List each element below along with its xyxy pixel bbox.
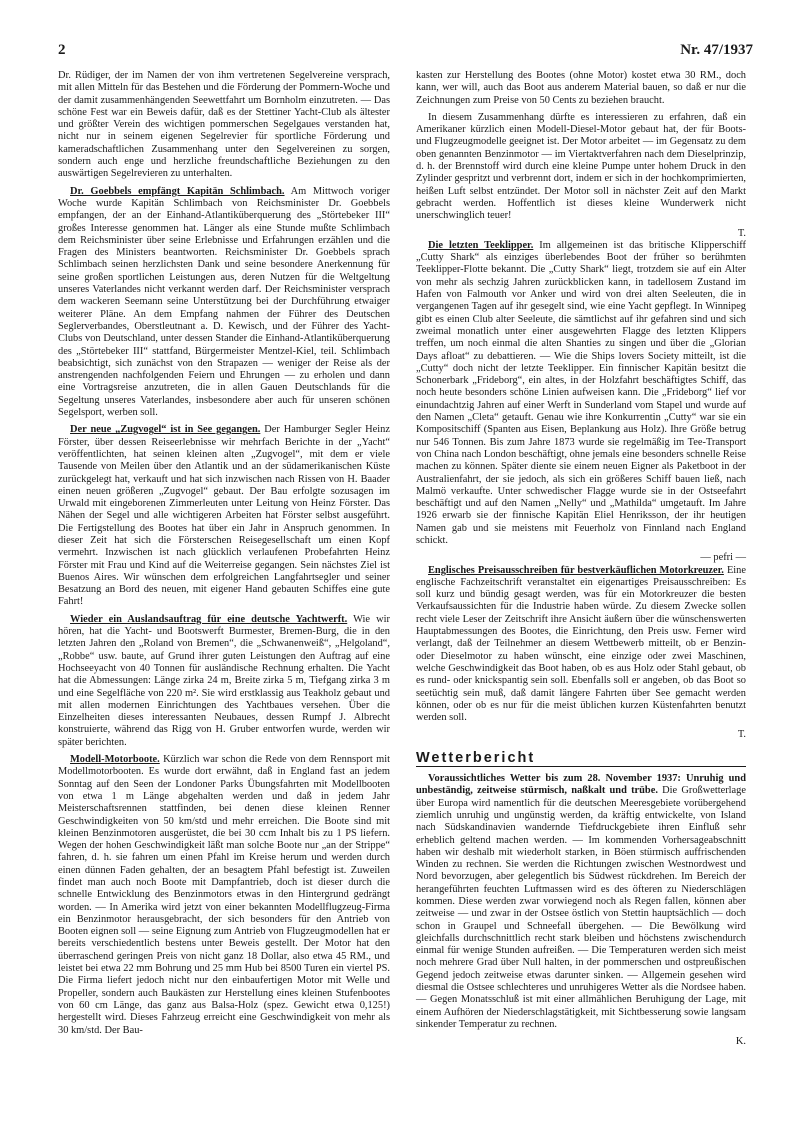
headline-preisausschreiben: Englisches Preisausschreiben für bestverkäuflichen Motorkreuzer.	[428, 564, 724, 576]
article-yachtwerft	[58, 614, 390, 749]
page-number: 2	[58, 42, 66, 58]
left-column	[58, 70, 390, 1042]
signature-preisausschreiben: T.	[737, 729, 746, 741]
headline-zugvogel: Der neue „Zugvogel“ ist in See gegangen.	[70, 424, 261, 436]
right-column	[416, 70, 746, 1049]
body-goebbels: Am Mittwoch voriger Woche wurde Kapitän Schlimbach von Reichsminister Dr. Goebbels empfangen, der an der Einhand-Atlantiküberquerung des „Störtebeker III“ großes Interesse genommen hat. Länger als eine Stunde mußte Schlimbach dem Reichsminister über seine Erlebnisse und Erfahrungen erzählen und die Fragen des Ministers beantworten. Reichsminister Dr. Goebbels sprach Schlimbach seinen herzlichsten Dank und seine besondere Anerkennung für seine großen sportlichen Leistungen aus, deren Nutzen für die Weltgeltung unseres Vaterlandes nicht verkannt werden darf. Der Reichsminister versprach dem wackeren Seemann seine Unterstützung bei der Durchführung etwaiger weiterer Pläne. An dem Empfang nahmen der Führer des Deutschen Seglerverbandes, Oberstleutnant a. D. Kewisch, und der Führer des Yacht-Clubs von Deutschland, unter dessen Stander die Einhand-Atlantiküberquerung des „Störtebeker III“ stattfand, Bürgermeister Mentzel-Kiel, teil. Schlimbach beabsichtigt, sich zunächst von den Strapazen — weniger der Reise als der anstrengenden nachfolgenden Feiern und Ehrungen — zu erholen und dann eine Vortragsreise anzutreten, die in allen Gauen Deutschlands für die Segeltung unseres Vaterlandes, insbesondere aber auch für unseren schönen Segelsport, werben soll.	[58, 185, 390, 419]
paragraph-baukasten: kasten zur Herstellung des Bootes (ohne Motor) kostet etwa 30 RM., doch kann, wer will, auch das Boot aus anderem Material bauen, so daß er nur die Zeichnungen zum Preise von 50 Cents zu beziehen braucht.	[416, 70, 746, 106]
weather-report-title: Wetterbericht	[416, 752, 746, 767]
headline-teeklipper: Die letzten Teeklipper.	[428, 239, 534, 251]
body-yachtwerft: Wie wir hören, hat die Yacht- und Bootswerft Burmester, Bremen-Burg, die in den letzten Jahren den „Roland von Bremen“, die „Schwanenweiß“, „Helgoland“, „Robbe“ usw. baute, auf Grund ihrer guten Leistungen den Auftrag auf eine Hochseeyacht von 40 Tonnen für ausländische Rechnung erhalten. Die Yacht hat die Abmessungen: Länge zirka 24 m, Breite zirka 5 m, Tiefgang zirka 3 m und eine Segelfläche von 220 m². Sie wird erstklassig aus Teakholz gebaut und mit allen modernen Einrichtungen des Yachtbaues versehen. Über die Einzelheiten dieses interessanten Neubaues, dessen Rumpf J. Albrecht konstruierte, während das Rigg von H. Gruber entworfen wurde, werden wir später berichten.	[58, 613, 390, 748]
weather-forecast-headline: Voraussichtliches Wetter bis zum 28. November 1937: Unruhig und unbeständig, zeitweise stürmisch, naßkalt und trübe.	[416, 773, 746, 797]
article-preisausschreiben	[416, 565, 746, 725]
headline-goebbels: Dr. Goebbels empfängt Kapitän Schlimbach.	[70, 185, 285, 197]
signature-diesel: T.	[737, 227, 746, 239]
article-teeklipper	[416, 240, 746, 547]
article-goebbels	[58, 186, 390, 420]
body-teeklipper: Im allgemeinen ist das britische Klipperschiff „Cutty Shark“ als einziges überlebendes Boot der früher so berühmten Teeklipper-Flotte bekannt. Die „Cutty Shark“ liegt, trotzdem sie auf ein Alter von mehr als sechzig Jahren zurückblicken kann, in tadellosem Zustand im Hafen von Falmouth vor Anker und wird von drei alten Seeleuten, die in vergangenen Tagen auf ihr gesegelt sind, wie eine Yacht gepflegt. In Winnipeg gibt es einen Club alter Seeleute, die sämtlichst auf ihr gefahren sind und sich zweimal monatlich unter einer ausgewehrten Flagge des letzten Klippers treffen, um noch einmal die alten Shanties zu singen und über die „Glorian Days afloat“ zu debattieren. — Wie die Ships lovers Society mitteilt, ist die „Cutty“ doch nicht der letzte Teeklipper. Ein finnischer Kapitän besitzt die Schonerbark „Frideborg“, ein altes, in der Holzfahrt beschäftigtes Schiff, das noch heute besonders schöne Linien aufweisen kann. Die „Frideborg“ lief vor einundachtzig Jahren auf einer Werft in Sunderland vom Stapel und wurde auf den Namen „Cleta“ getauft. Genau wie ihre Konkurrentin „Cutty“ war sie ein Kompositschiff (Spanten aus Eisen, Beplankung aus Holz). Ihre Größe betrug nur 546 Tonnen. Bis zum Jahre 1873 wurde sie regelmäßig im Tee-Transport von China nach London beschäftigt, ohne jemals eine besonders schnelle Reise machen zu können. Später diente sie einem neuen Eigner als Paketboot in der Australienfahrt, der sie jedoch, als sich ein größeres Schiff bauen ließ, nach Malmö verkaufte. Unter schwedischer Flagge wurde sie in der Ostseefahrt beschäftigt und auf den Namen „Nelly“ und „Mathilda“ umgetauft. Im Jahre 1926 erwarb sie der finnische Kapitän Eliel Henriksson, der ihr heutigen Namen gab und sie meistens mit Feuerholz von Finnland nach England schickt.	[416, 239, 746, 546]
weather-forecast-body: Die Großwetterlage über Europa wird namentlich für die deutschen Meeresgebiete vorübergehend ziemlich unruhig und ungünstig werden, da kräftig entwickelte, von Island nach Südskandinavien wandernde Tiefdruckgebiete ihren Einfluß sehr erheblich geltend machen werden. — Im kommenden Vorhersageabschnitt haben wir deshalb mit wiederholt starken, in Böen stürmisch auffrischenden Winden zu rechnen. Sie werden die Richtungen zwischen Westnordwest und Nord bevorzugen, aber gelegentlich bis Südwest rückdrehen. Im Bereich der herangeführten feuchten Luftmassen wird es des öfteren zu Niederschlägen kommen. Diese werden zwar vorwiegend noch als Regen fallen, können aber zeitweise — und zwar in der Ostsee östlich von Stettin hauptsächlich — doch schon in Graupel und Schneefall übergehen. — Die Bewölkung wird gleichfalls durchschnittlich recht stark bleiben und höchstens zwischendurch einmal für wenige Stunden aufreißen. — Die Temperaturen werden sich meist noch mehrere Grad über Null halten, in der pommerschen und ostpreußischen Gegend jedoch zeitweise etwas darunter sinken. — Allgemein gesehen wird diesmal die Ostsee schlechteres und unruhigeres Wetter als die Nordsee haben. — Gegen Monatsschluß ist mit einer allmählichen Beruhigung der Lage, mit einem Aufhören der Niederschlagstätigkeit, mit Sichtbesserung sowie langsam sinkender Temperatur zu rechnen.	[416, 785, 746, 1030]
body-zugvogel: Der Hamburger Segler Heinz Förster, über dessen Reiseerlebnisse wir mehrfach Berichte in der „Yacht“ veröffentlichten, hat seinen kleinen alten „Zugvogel“, mit dem er viele Tausende von Meilen über den Atlantik und an der südamerikanischen Küste zurückgelegt hat, verkauft und hat sich inzwischen nach Rissen von H. Baader einen neuen größeren „Zugvogel“ gebaut. Der Bau erfolgte sozusagen im Urwald mit eingeborenen Zimmerleuten unter Leitung von Heinz Förster. Das Nähen der Segel und alle wichtigeren Arbeiten hat Förster selbst ausgeführt. Die Fertigstellung des Bootes hat über ein Jahr in Anspruch genommen. In dieser Zeit hat sich die Försterschen Reisegesellschaft um einen Kopf vermehrt. Inzwischen ist nach glücklich verlaufenen Probefahrten Heinz Förster mit Frau und Kind auf die Weiterreise gegangen. Sein nächstes Ziel ist Buenos Aires. Wir wünschen dem erfolgreichen Langfahrtsegler und seiner Besatzung an Bord des neuen, mit eigener Hand gebauten Schiffes eine gute Fahrt!	[58, 424, 390, 608]
weather-report	[416, 773, 746, 1031]
issue-number: Nr. 47/1937	[680, 42, 753, 58]
paragraph-segelvereine: Dr. Rüdiger, der im Namen der von ihm vertretenen Segelvereine versprach, mit allen Mitteln für das Bestehen und die Förderung der Pommern-Woche und der damit zusammenhängenden Seewettfahrt um Bornholm einzutreten. — Das schöne Fest war ein Beweis dafür, daß es der Stettiner Yacht-Club als ältester und größter Verein des wichtigen pommerschen Segelgaues verstanden hat, nicht nur in seinem eigenen Segelrevier für sportliche Förderung und kameradschaftlichen Zusammenhang unter den Segelvereinen zu sorgen, sondern auch enge und herzliche freundschaftliche Beziehungen zu den auswärtigen Segelrevieren zu unterhalten.	[58, 70, 390, 180]
body-preisausschreiben: Eine englische Fachzeitschrift veranstaltet ein eigenartiges Preisausschreiben: Es soll kurz und bündig gesagt werden, was für ein Motorkreuzer die besten Verkaufsaussichten für die Industrie haben würde. Zu diesem Zwecke sollen recht viele Leser der Zeitschrift ihre Ansicht äußern über die wünschenswerten Hauptabmessungen des Bootes, die Einrichtung, den Preis usw. Ferner wird verlangt, daß der Teilnehmer an diesem Wettbewerb mitteilt, ob er Benzin- oder Dieselmotor zu haben wünscht, eine einzige oder zwei Maschinen, welche Geschwindigkeit das Boot haben, ob es aus Holz oder Stahl gebaut, ob es rund- oder knickspantig sein soll. Ebenfalls soll er angeben, ob das Boot so seetüchtig sein muß, daß damit längere Fahrten über See gemacht werden können, oder ob es nur für die meist üblichen kurzen Küstenfahrten benutzt werden soll.	[416, 564, 746, 724]
paragraph-diesel: In diesem Zusammenhang dürfte es interessieren zu erfahren, daß ein Amerikaner kürzlich einen Modell-Diesel-Motor gebaut hat, der für Boots- und Flugzeugmodelle geeignet ist. Der Motor arbeitet — im Gegensatz zu dem oben genannten Benzinmotor — im Viertaktverfahren nach dem Dieselprinzip, d. h. der Brennstoff wird durch eine kleine Pumpe unter hohem Druck in den Zylinder gespritzt und verbrennt dort, indem er sich in der hochkomprimierten, heißen Luft selbst entzündet. Der Motor soll in nächster Zeit auf den Markt gebracht werden. Hoffentlich ist dieses kleine Wunderwerk nicht unerschwinglich teuer!	[416, 111, 746, 222]
article-zugvogel	[58, 424, 390, 608]
headline-yachtwerft: Wieder ein Auslandsauftrag für eine deutsche Yachtwerft.	[70, 613, 348, 625]
body-modell: Kürzlich war schon die Rede von dem Rennsport mit Modellmotorbooten. Es wurde dort erwähnt, daß in England fast an jedem Sonntag auf den Seen der Londoner Parks Übungsfahrten mit Modellbooten von etwa 1 m Länge abgehalten werden und daß in jedem Jahr Meisterschaftsrennen stattfinden, bei denen diese kleinen Renner Geschwindigkeiten von 50 km/std und mehr erreichen. Die Boote sind mit kleinen Benzinmotoren ausgerüstet, die bei 30 ccm Inhalt bis zu 1 PS liefern. Wegen der hohen Geschwindigkeit läßt man solche Boote nur „an der Strippe“ fahren, d. h. sie fahren um einen Pfahl im Kreise herum und werden durch einen dünnen Faden gehalten, der an besagtem Pfahl befestigt ist. Zuweilen findet man auch noch Boote mit Dampfantrieb, doch ist dieser durch die schnelle Entwicklung des Benzinmotors etwas in den Hintergrund gedrängt worden. — In Amerika wird jetzt von einer bekannten Modellflugzeug-Firma ein Benzinmotor herausgebracht, der sich besonders für den Antrieb von Booten eignen soll — seine Eignung zum Antrieb von Flugzeugmodellen hat er bereits verschiedentlich bestens unter Beweis gestellt. Der Motor hat den überraschend geringen Preis von nicht ganz 18 Dollar, also etwa 45 RM., und leistet bei etwa 22 mm Bohrung und 25 mm Hub bei 8500 Turen ein viertel PS. Die Firma liefert jedoch nicht nur den einbaufertigen Motor mit Welle und Propeller, sondern auch Baukästen zur Herstellung eines kleinen Stufenbootes von 60 cm Länge, das ganz aus Balsa-Holz (spez. Gewicht etwa 0,125!) hergestellt wird. Dieses Fahrzeug erreicht eine Geschwindigkeit von mehr als 30 km/std. Der Bau-	[58, 754, 390, 1036]
article-modell	[58, 754, 390, 1037]
headline-modell: Modell-Motorboote.	[70, 754, 160, 766]
signature-teeklipper: — pefri —	[700, 552, 746, 564]
signature-weather: K.	[735, 1036, 746, 1048]
